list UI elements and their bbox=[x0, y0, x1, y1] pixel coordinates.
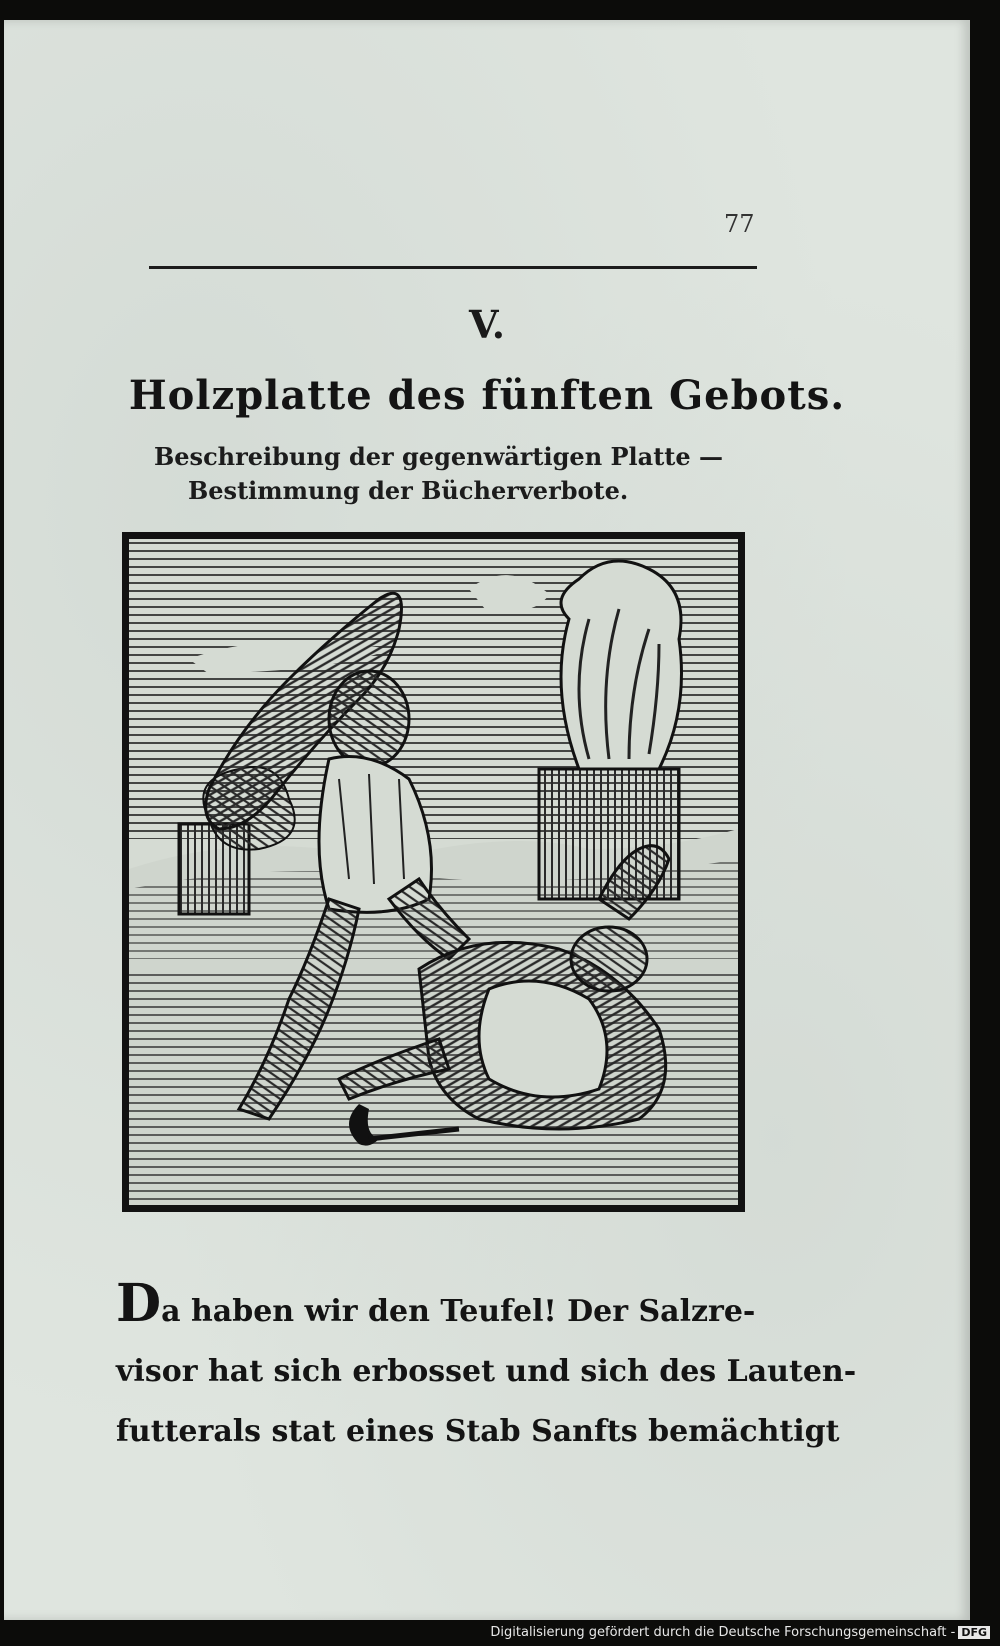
woodcut-illustration bbox=[122, 532, 745, 1212]
body-line-1: Da haben wir den Teufel! Der Salzre- bbox=[116, 1273, 756, 1334]
chapter-title: Holzplatte des fünften Gebots. bbox=[128, 372, 846, 419]
chapter-number: V. bbox=[468, 302, 506, 347]
page-number: 77 bbox=[724, 210, 755, 238]
body-line-2: visor hat sich erbosset und sich des Lauten- bbox=[116, 1354, 857, 1389]
credit-text: Digitalisierung gefördert durch die Deutsche Forschungsgemeinschaft - bbox=[490, 1625, 956, 1640]
dfg-logo: DFG bbox=[958, 1626, 990, 1639]
drop-cap: D bbox=[116, 1273, 162, 1334]
summary-line-1: Beschreibung der gegenwärtigen Platte — bbox=[154, 442, 724, 471]
summary-line-2: Bestimmung der Bücherverbote. bbox=[188, 476, 629, 505]
woodcut-image bbox=[129, 539, 738, 1205]
digitization-credit bbox=[490, 1625, 990, 1640]
header-rule bbox=[149, 266, 757, 269]
body-text bbox=[116, 1273, 857, 1462]
book-page bbox=[4, 20, 970, 1620]
chapter-summary bbox=[154, 440, 754, 508]
body-line-3: futterals stat eines Stab Sanfts bemächtigt bbox=[116, 1414, 840, 1449]
